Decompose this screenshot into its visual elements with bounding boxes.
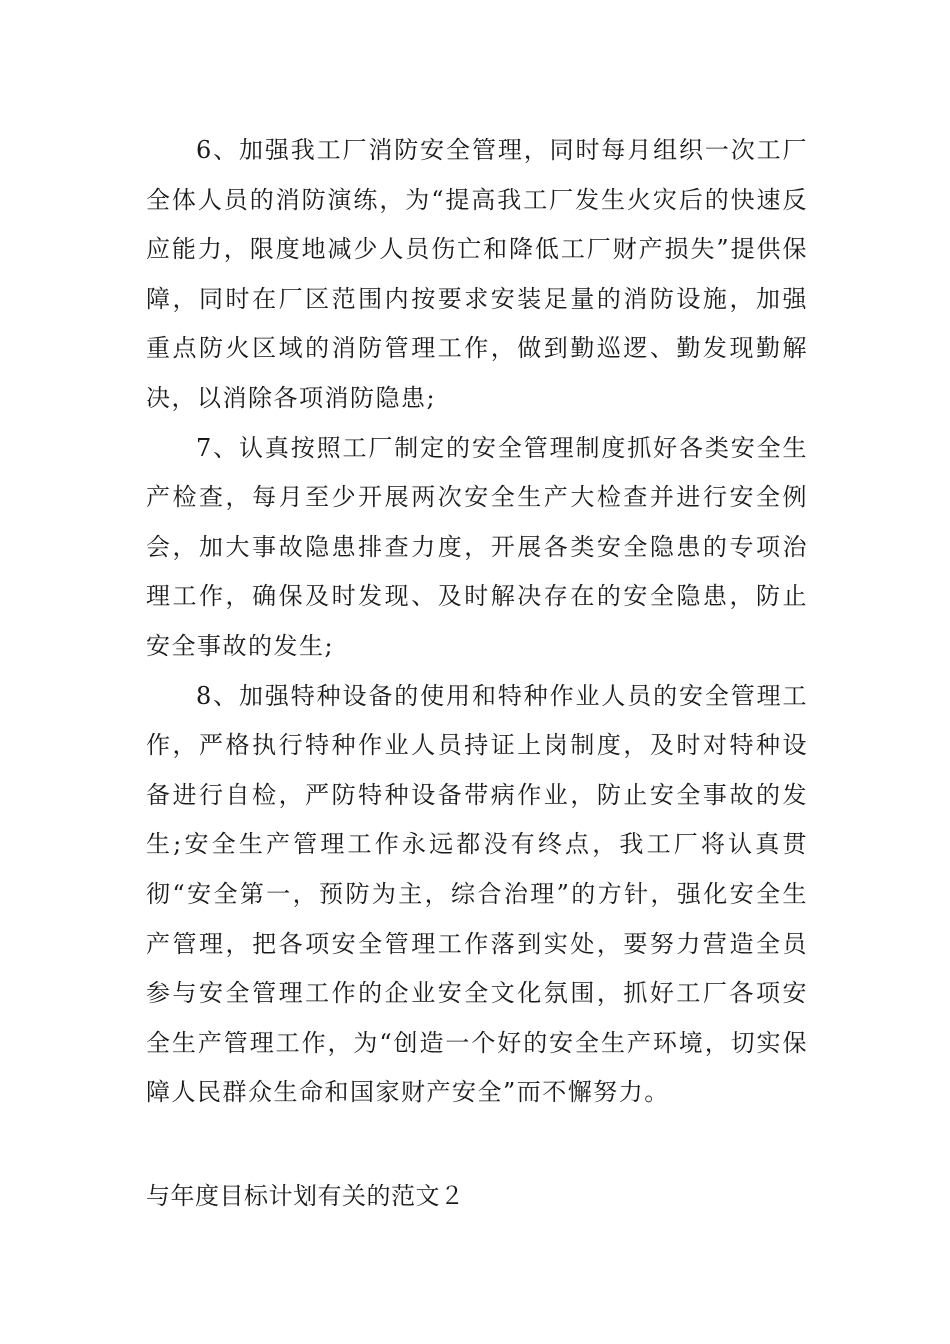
paragraph-item-7: 7、认真按照工厂制定的安全管理制度抓好各类安全生产检查，每月至少开展两次安全生产大检查并进行安全例会，加大事故隐患排查力度，开展各类安全隐患的专项治理工作，确保及时发现、及时解决存在的安全隐患，防止安全事故的发生; bbox=[146, 433, 808, 660]
section-heading: 与年度目标计划有关的范文２ bbox=[146, 1182, 465, 1210]
paragraph-item-6: 6、加强我工厂消防安全管理，同时每月组织一次工厂全体人员的消防演练，为“提高我工厂发生火灾后的快速反应能力，限度地减少人员伤亡和降低工厂财产损失”提供保障，同时在厂区范围内按要求安装足量的消防设施，加强重点防火区域的消防管理工作，做到勤巡逻、勤发现勤解决，以消除各项消防隐患; bbox=[146, 136, 808, 412]
paragraph-item-8: 8、加强特种设备的使用和特种作业人员的安全管理工作，严格执行特种作业人员持证上岗制度，及时对特种设备进行自检，严防特种设备带病作业，防止安全事故的发生;安全生产管理工作永远都没有终点，我工厂将认真贯彻“安全第一，预防为主，综合治理”的方针，强化安全生产管理，把各项安全管理工作落到实处，要努力营造全员参与安全管理工作的企业安全文化氛围，抓好工厂各项安全生产管理工作，为“创造一个好的安全生产环境，切实保障人民群众生命和国家财产安全”而不懈努力。 bbox=[146, 681, 808, 1107]
document-body bbox=[146, 126, 808, 1118]
